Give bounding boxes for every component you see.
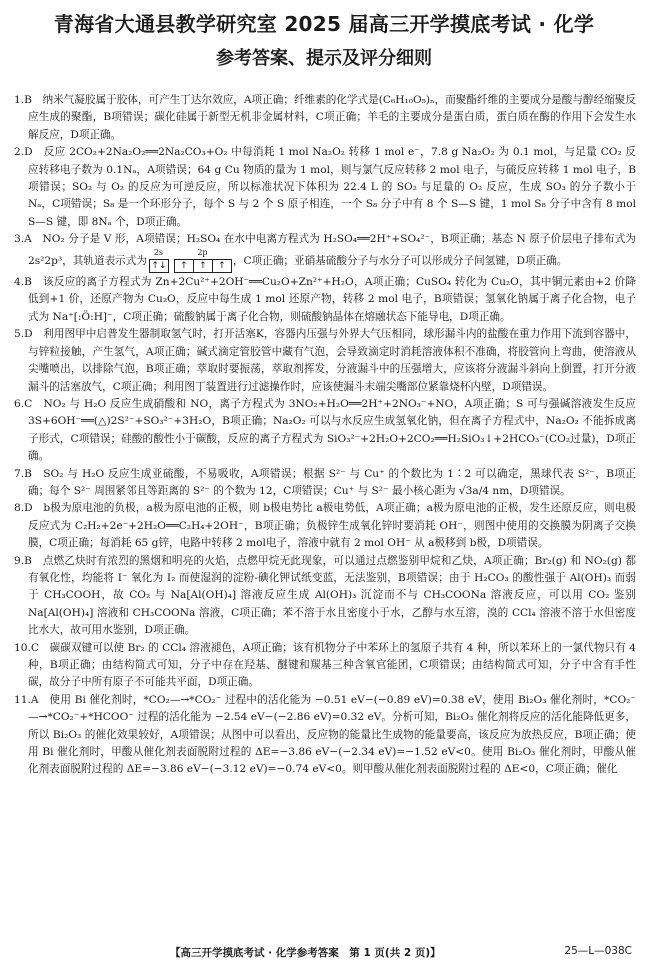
answer-item-5: 5.D 利用图甲中启普发生器制取氢气时，打开活塞K，容器内压强与外界大气压相同，球形漏斗内的盐酸在重力作用下流到容器中，与锌粒接触，产生氢气，A项正确；碱式滴定管胶管中藏有气泡，会导致滴定时消耗溶液体积不准确，将胶管向上弯曲，使溶液从尖嘴喷出，以排除气泡，B项正确；萃取时要振荡，萃取剂挥发，分液漏斗中的压强增大，应该将分液漏斗斜向上倒置，打开分液漏斗的活塞放气，C项正确；利用图丁装置进行过滤操作时，应该使漏斗末端尖嘴部位紧靠烧杯内壁，D项错误。 [14,328,636,393]
orbital-box-2p-3: ↑ [212,259,232,273]
answer-item-9: 9.B 点燃乙炔时有浓烈的黑烟和明亮的火焰，点燃甲烷无此现象，可以通过点燃鉴别甲烷和乙炔，A项正确；Br₂(g) 和 NO₂(g) 都有氧化性，均能将 I⁻ 氧化为 I₂ 而使湿润的淀粉-碘化钾试纸变蓝，无法鉴别，B项错误；由于 H₂CO₃ 的酸性强于 Al(OH)₃ 而弱于 CH₃COOH，故 CO₂ 与 Na[Al(OH)₄] 溶液反应生成 Al(OH)₃ 沉淀而不与 CH₃COONa 溶液反应，可以用 CO₂ 鉴别 Na[Al(OH)₄] 溶液和 CH₃COONa 溶液，C项正确；苯不溶于水且密度小于水，乙醇与水互溶，溴的 CCl₄ 溶液不溶于水但密度比水大，故可用水鉴别，D项正确。 [14,554,636,637]
orbital-box-2p-2: ↑ [193,259,213,273]
footer-page-info: 【高三开学摸底考试 · 化学参考答案 第 1 页(共 2 页)】 [170,947,441,959]
answer-item-8: 8.D b极为原电池的负极，a极为原电池的正极，则 b极电势比 a极电势低，A项正确；a极为原电池的正极，发生还原反应，则电极反应式为 C₂H₂+2e⁻+2H₂O══C₂H₄+2OH⁻，B项正确；负极锌生成氧化锌时要消耗 OH⁻，则图中使用的交换膜为阴离子交换膜，C项正确；每消耗 65 g锌，电路中转移 2 mol电子，溶液中就有 2 mol OH⁻ 从 a极移到 b极，D项错误。 [14,502,636,550]
footer-doc-code: 25—L—038C [564,945,632,957]
orbital-label-2p: 2p [197,247,208,257]
answer-item-7: 7.B SO₂ 与 H₂O 反应生成亚硫酸，不易吸收，A项错误；根据 S²⁻ 与 Cu⁺ 的个数比为 1∶2 可以确定，黑球代表 S²⁻，B项正确；每个 S²⁻ 周围紧邻且等距离的 S²⁻ 的个数为 12，C项错误；Cu⁺ 与 S²⁻ 最小核心距为 √3a/4 nm，D项错误。 [14,467,636,497]
answer-list [14,92,636,779]
page-footer [0,945,648,961]
answer-item-3-part-1: 3.A NO₂ 分子是 V 形，A项错误；H₂SO₄ 在水中电离方程式为 H₂SO₄══2H⁺+SO₄²⁻，B项正确；基态 N 原子价层电子排布式为 2s²2p³，其轨道表示式为 [14,233,636,267]
orbital-box-2s: ↑↓ [149,259,169,273]
orbital-box-2p-1: ↑ [174,259,194,273]
answer-item-3 [14,231,636,274]
answer-item-1: 1.B 纳米气凝胶属于胶体，可产生丁达尔效应，A项正确；纤维素的化学式是(C₆H₁₀O₅)ₙ，而聚酯纤维的主要成分是酸与醇经缩聚反应生成的聚酯，B项错误；碳化硅属于新型无机非金属材料，C项正确；羊毛的主要成分是蛋白质，蛋白质在酶的作用下会发生水解反应，D项正确。 [14,94,636,141]
answer-item-2: 2.D 反应 2CO₂+2Na₂O₂══2Na₂CO₃+O₂ 中每消耗 1 mol Na₂O₂ 转移 1 mol e⁻，7.8 g Na₂O₂ 为 0.1 mol，与足量 CO₂ 反应转移电子数为 0.1Nₐ，A项错误；64 g Cu 物质的量为 1 mol，则与氯气反应转移 2 mol 电子，与硫反应转移 1 mol 电子，B项错误；SO₂ 与 O₂ 的反应为可逆反应，所以标准状况下体积为 22.4 L 的 SO₂ 与足量的 O₂ 反应，生成 SO₃ 的分子数小于 Nₐ，C项错误；S₈ 是一个环形分子，每个 S 与 2 个 S 原子相连，一个 S₈ 分子中有 8 个 S—S 键，1 mol S₈ 分子中含有 8 mol S—S 键，即 8Nₐ 个，D项正确。 [14,146,636,228]
answer-item-4: 4.B 该反应的离子方程式为 Zn+2Cu²⁺+2OH⁻══Cu₂O+Zn²⁺+H₂O，A项正确；CuSO₄ 转化为 Cu₂O，其中铜元素由+2 价降低到+1 价，还原产物为 Cu₂O，反应中每生成 1 mol 还原产物，转移 2 mol 电子，B项错误；氢氧化钠属于离子化合物，电子式为 Na⁺[:Ö:H]⁻，C项正确；硫酸钠属于离子化合物，则硫酸钠晶体在熔融状态下能导电，D项正确。 [14,276,636,323]
answer-item-3-part-2: ，C项正确；亚硝基硫酸分子与水分子可以形成分子间氢键，D项正确。 [232,254,568,267]
page-subtitle: 参考答案、提示及评分细则 [216,48,432,69]
answer-item-11: 11.A 使用 Bi 催化剂时，*CO₂—→*CO₂⁻ 过程中的活化能为 −0.51 eV−(−0.89 eV)=0.38 eV，使用 Bi₂O₃ 催化剂时，*CO₂⁻—→*CO₂⁻+*HCOO⁻ 过程的活化能为 −2.54 eV−(−2.86 eV)=0.32 eV。分析可知，Bi₂O₃ 催化剂将反应的活化能降低更多，所以 Bi₂O₃ 的催化效果较好，A项错误；从图中可以看出，反应物的能量比生成物的能量要高，该反应为放热反应，B项正确；使用 Bi 催化剂时，甲酸从催化剂表面脱附过程的 ΔE=−3.86 eV−(−2.34 eV)=−1.52 eV<0。使用 Bi₂O₃ 催化剂时，甲酸从催化剂表面脱附过程的 ΔE=−3.86 eV−(−3.12 eV)=−0.74 eV<0。则甲酸从催化剂表面脱附过程的 ΔE<0，C项正确；催化 [14,693,636,776]
orbital-diagram [149,249,231,274]
answer-item-10: 10.C 碳碳双键可以使 Br₂ 的 CCl₄ 溶液褪色，A项正确；该有机物分子中苯环上的氢原子共有 4 种，所以苯环上的一氯代物只有 4 种，B项正确；由结构简式可知，分子中存在羟基、醚键和羰基三种含氧官能团，C项错误；由结构简式可知，分子中含有手性碳，故分子中所有原子不可能共平面，D项正确。 [14,641,636,689]
orbital-label-2s: 2s [153,247,164,257]
answer-item-6: 6.C NO₂ 与 H₂O 反应生成硝酸和 NO，离子方程式为 3NO₂+H₂O══2H⁺+2NO₃⁻+NO，A项正确；S 可与强碱溶液发生反应 3S+6OH⁻══(△)2S²⁻+SO₃²⁻+3H₂O，B项正确；Na₂O₂ 可以与水反应生成氢氧化钠，但在离子方程式中，Na₂O₂ 不能拆成离子形式，C项错误；硅酸的酸性小于碳酸，反应的离子方程式为 SiO₃²⁻+2H₂O+2CO₂══H₂SiO₃↓+2HCO₃⁻(CO₂过量)，D项正确。 [14,397,636,463]
page-title: 青海省大通县教学研究室 2025 届高三开学摸底考试 · 化学 [53,12,595,36]
